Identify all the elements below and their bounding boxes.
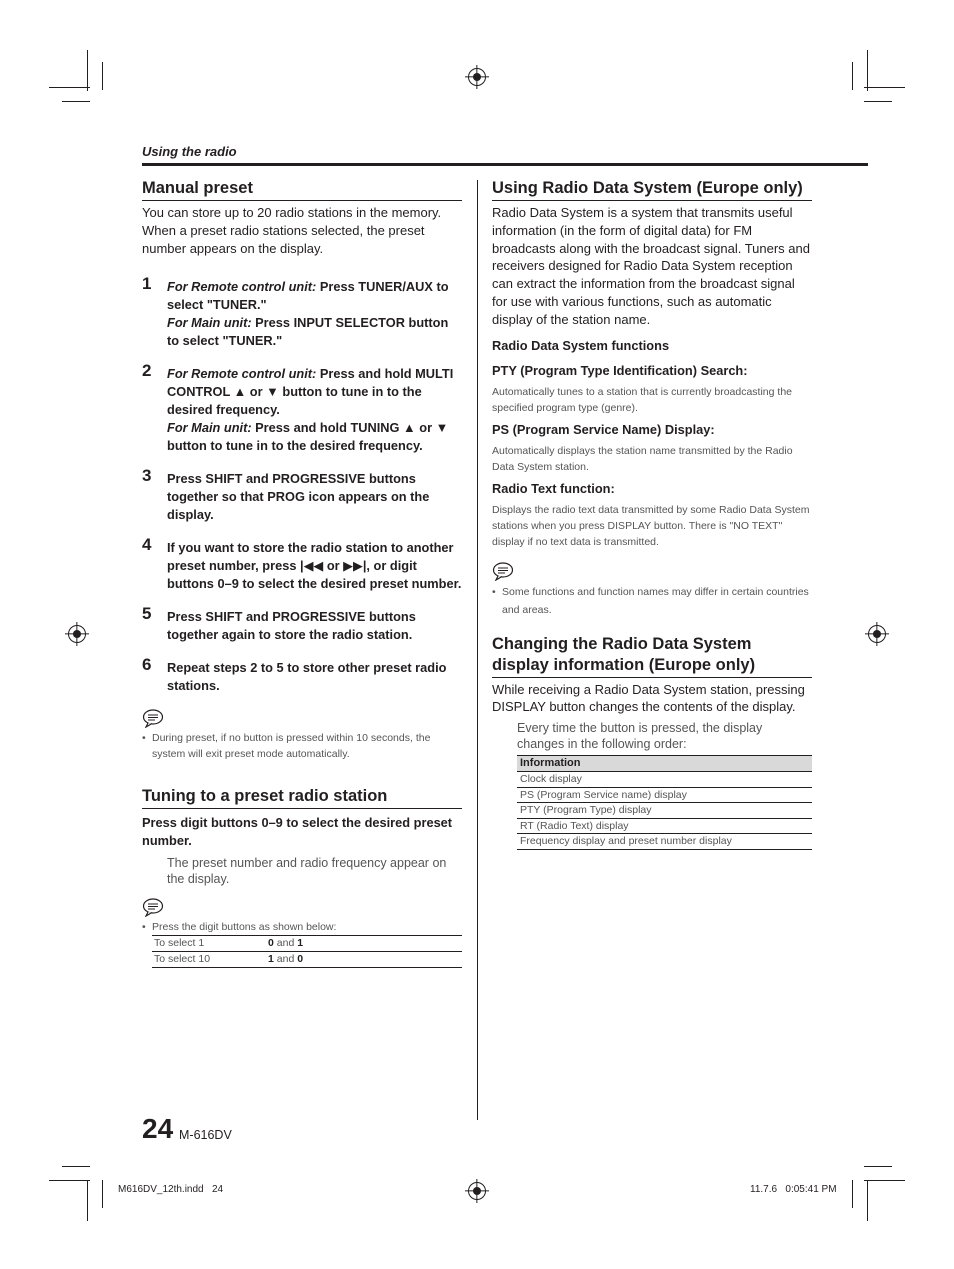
function-desc: Automatically displays the station name transmitted by the Radio Data System station.	[492, 444, 793, 473]
table-row: To select 10 1 and 0	[152, 952, 462, 968]
note-text: • During preset, if no button is pressed within 10 seconds, the system will exit preset mode automatically.	[142, 730, 462, 762]
note-icon	[142, 897, 164, 917]
table-row: PTY (Program Type) display	[517, 803, 812, 819]
display-order-table	[517, 755, 812, 850]
table-row: Clock display	[517, 772, 812, 788]
column-divider	[477, 180, 478, 1120]
rds-functions-heading: Radio Data System functions	[492, 337, 670, 353]
header-rule	[142, 163, 868, 166]
table-row: PS (Program Service name) display	[517, 787, 812, 803]
registration-mark-icon	[468, 68, 486, 86]
function-name: PS (Program Service Name) Display:	[492, 421, 715, 437]
registration-mark-icon	[868, 625, 886, 643]
step-4: 4 If you want to store the radio station to another preset number, press |◀◀ or ▶▶|, or digit buttons 0–9 to select the desired preset number.	[142, 535, 462, 592]
step-3: 3 Press SHIFT and PROGRESSIVE buttons together so that PROG icon appears on the display.	[142, 466, 430, 523]
table-row: RT (Radio Text) display	[517, 818, 812, 834]
section-label: Using the radio	[142, 144, 237, 159]
tuning-title: Tuning to a preset radio station	[142, 786, 462, 809]
note-text: • Some functions and function names may differ in certain countries and areas.	[492, 583, 812, 619]
tuning-instruction: Press digit buttons 0–9 to select the desired preset number.	[142, 815, 453, 849]
note-block	[492, 561, 812, 619]
registration-mark-icon	[468, 1182, 486, 1200]
tuning-result: The preset number and radio frequency appear on the display.	[167, 856, 447, 887]
step-6: 6 Repeat steps 2 to 5 to store other preset radio stations.	[142, 655, 447, 694]
table-row: To select 1 0 and 1	[152, 936, 462, 952]
rds-title: Using Radio Data System (Europe only)	[492, 178, 812, 201]
table-header-row: Information	[517, 756, 812, 772]
table-row: Frequency display and preset number display	[517, 834, 812, 850]
step-2: 2 For Remote control unit: Press and hold MULTI CONTROL ▲ or ▼ button to tune in to the desired frequency. For Main unit: Press and hold TUNING ▲ or ▼ button to tune in to the desired frequency.	[142, 361, 454, 454]
file-slug: M616DV_12th.indd 24	[118, 1184, 224, 1195]
function-desc: Automatically tunes to a station that is currently broadcasting the specified program type (genre).	[492, 385, 792, 414]
step-5: 5 Press SHIFT and PROGRESSIVE buttons together again to store the radio station.	[142, 604, 416, 643]
page-number: 24	[142, 1113, 174, 1144]
step-1: 1 For Remote control unit: Press TUNER/AUX to select "TUNER." For Main unit: Press INPUT SELECTOR button to select "TUNER."	[142, 274, 449, 349]
note-icon	[142, 708, 164, 728]
rds-intro: Radio Data System is a system that transmits useful information (in the form of digital data) for FM broadcasts along with the broadcast signal. Tuners and receivers designed for Radio Data System reception can extract the information from the broadcast signal for use with various functions, such as automatic display of the station name.	[492, 205, 810, 327]
note-block	[142, 708, 462, 762]
function-name: PTY (Program Type Identification) Search:	[492, 362, 748, 378]
note-text: • Press the digit buttons as shown below:	[142, 919, 462, 935]
function-desc: Displays the radio text data transmitted by some Radio Data System stations when you press DISPLAY button. There is "NO TEXT" display if no text data is transmitted.	[492, 503, 810, 548]
right-column	[492, 178, 812, 850]
timestamp-slug: 11.7.6 0:05:41 PM	[750, 1184, 837, 1195]
model-name: M-616DV	[179, 1128, 232, 1142]
digit-table	[152, 935, 462, 968]
note-block	[142, 897, 462, 968]
changing-sub: Every time the button is pressed, the display changes in the following order:	[517, 721, 763, 752]
changing-title: Changing the Radio Data System display information (Europe only)	[492, 634, 812, 678]
manual-preset-intro: You can store up to 20 radio stations in the memory. When a preset radio stations selected, the preset number appears on the display.	[142, 205, 442, 256]
left-column	[142, 178, 462, 968]
note-icon	[492, 561, 514, 581]
changing-intro: While receiving a Radio Data System station, pressing DISPLAY button changes the contents of the display.	[492, 681, 805, 715]
manual-preset-title: Manual preset	[142, 178, 462, 201]
function-name: Radio Text function:	[492, 480, 615, 496]
registration-mark-icon	[68, 625, 86, 643]
